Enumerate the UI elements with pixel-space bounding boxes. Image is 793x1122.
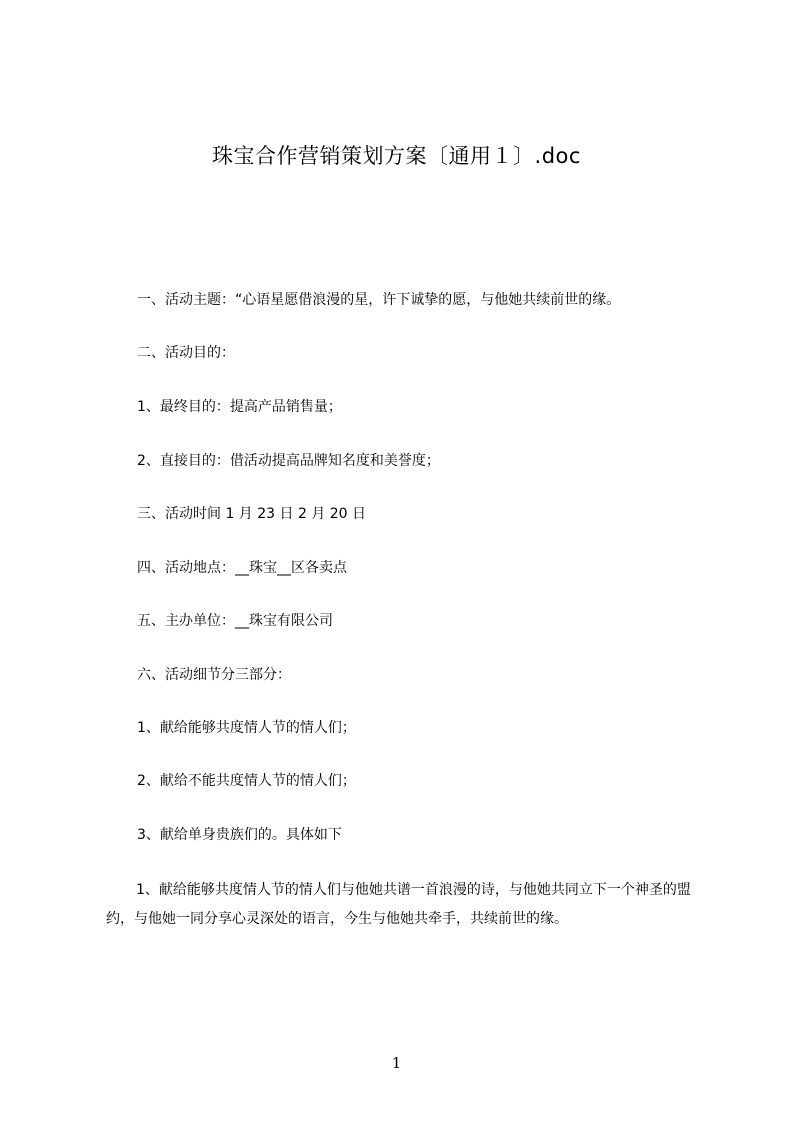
paragraph-final-purpose: 1、最终目的：提高产品销售量；	[137, 399, 342, 415]
paragraph-detail-2: 2、献给不能共度情人节的情人们；	[137, 773, 356, 789]
paragraph-activity-location: 四、活动地点：__珠宝__区各卖点	[137, 560, 347, 576]
paragraph-activity-theme: 一、活动主题：“心语星愿借浪漫的星，许下诚挚的愿，与他她共续前世的缘。	[137, 292, 621, 308]
paragraph-activity-purpose: 二、活动目的：	[137, 345, 235, 361]
paragraph-activity-details: 六、活动细节分三部分：	[137, 667, 291, 683]
paragraph-direct-purpose: 2、直接目的：借活动提高品牌知名度和美誉度；	[137, 453, 440, 469]
document-title: 珠宝合作营销策划方案〔通用１〕.doc	[212, 144, 581, 168]
paragraph-organizer: 五、主办单位：__珠宝有限公司	[137, 613, 333, 629]
paragraph-detail-1: 1、献给能够共度情人节的情人们；	[137, 720, 356, 736]
paragraph-detail-3: 3、献给单身贵族们的。具体如下	[137, 827, 342, 843]
paragraph-body-text: 1、献给能够共度情人节的情人们与他她共谱一首浪漫的诗，与他她共同立下一个神圣的盟约，与他她一同分享心灵深处的语言，今生与他她共牵手，共续前世的缘。	[106, 882, 691, 927]
paragraph-activity-time: 三、活动时间 1 月 23 日 2 月 20 日	[137, 506, 367, 522]
page-number: 1	[391, 1054, 402, 1072]
